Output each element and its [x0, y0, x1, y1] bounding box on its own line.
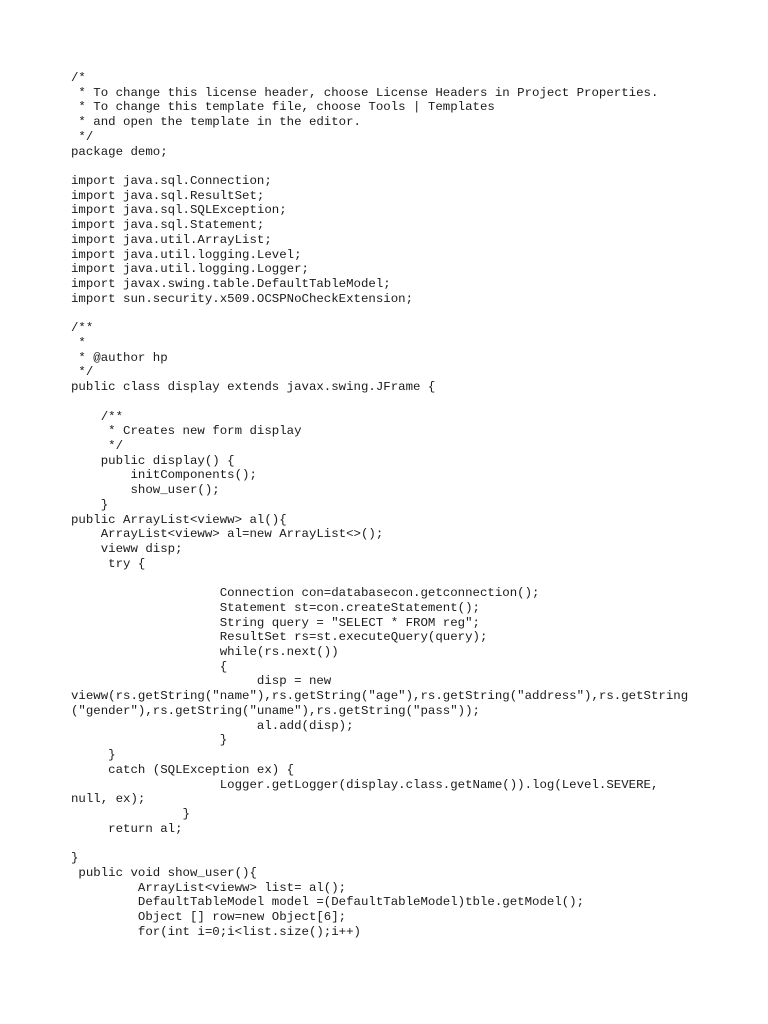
code-line: import java.util.logging.Logger;: [71, 262, 309, 277]
code-line: DefaultTableModel model =(DefaultTableModel)tble.getModel();: [71, 895, 585, 910]
code-line: show_user();: [71, 483, 220, 498]
code-line: public ArrayList<vieww> al(){: [71, 512, 287, 527]
code-line: Object [] row=new Object[6];: [71, 909, 347, 924]
code-line: ("gender"),rs.getString("uname"),rs.getString("pass"));: [71, 703, 480, 718]
code-line: vieww disp;: [71, 542, 183, 556]
code-line: }: [71, 497, 109, 512]
code-line: import java.util.logging.Level;: [71, 247, 302, 262]
code-line: }: [71, 748, 116, 763]
code-line: import java.util.ArrayList;: [71, 232, 272, 247]
code-line: al.add(disp);: [71, 718, 354, 733]
code-line: import java.sql.ResultSet;: [71, 188, 265, 203]
code-line: [71, 395, 688, 410]
code-line: [71, 836, 688, 851]
code-line: import java.sql.SQLException;: [71, 203, 287, 218]
code-line: }: [71, 851, 79, 866]
code-line: *: [71, 335, 86, 350]
code-line: import java.sql.Connection;: [71, 174, 272, 189]
code-line: disp = new: [71, 674, 332, 689]
code-line: import javax.swing.table.DefaultTableModel;: [71, 277, 391, 292]
code-line: */: [71, 438, 124, 453]
code-line: }: [71, 806, 190, 821]
code-line: initComponents();: [71, 468, 257, 483]
code-line: [71, 159, 688, 174]
code-line: Logger.getLogger(display.class.getName()).log(Level.SEVERE,: [71, 777, 659, 792]
code-line: * To change this license header, choose License Headers in Project Properties.: [71, 85, 659, 100]
code-line: [71, 571, 688, 586]
code-line: vieww(rs.getString("name"),rs.getString("age"),rs.getString("address"),rs.getString: [71, 689, 689, 704]
code-line: import java.sql.Statement;: [71, 218, 265, 233]
code-line: public void show_user(){: [71, 865, 257, 880]
code-line: Statement st=con.createStatement();: [71, 600, 480, 615]
code-line: try {: [71, 556, 146, 571]
code-line: /**: [71, 321, 94, 336]
code-line: * Creates new form display: [71, 424, 302, 439]
code-line: null, ex);: [71, 792, 146, 807]
code-line: for(int i=0;i<list.size();i++): [71, 924, 361, 939]
code-line: */: [71, 129, 94, 144]
code-line: ResultSet rs=st.executeQuery(query);: [71, 630, 488, 645]
code-line: import sun.security.x509.OCSPNoCheckExtension;: [71, 291, 414, 306]
code-line: ArrayList<vieww> al=new ArrayList<>();: [71, 527, 384, 542]
code-line: }: [71, 733, 228, 748]
code-line: public display() {: [71, 453, 235, 468]
code-line: Connection con=databasecon.getconnection();: [71, 586, 540, 601]
code-line: {: [71, 659, 228, 674]
code-line: [71, 307, 688, 322]
code-line: * To change this template file, choose Tools | Templates: [71, 100, 495, 115]
code-line: /*: [71, 71, 86, 85]
code-line: ArrayList<vieww> list= al();: [71, 880, 347, 895]
code-line: */: [71, 365, 94, 380]
code-line: catch (SQLException ex) {: [71, 762, 295, 777]
source-code-block: [71, 71, 688, 939]
code-line: while(rs.next()): [71, 645, 339, 660]
code-line: package demo;: [71, 144, 168, 159]
code-line: /**: [71, 409, 124, 424]
code-line: return al;: [71, 821, 183, 836]
code-line: * @author hp: [71, 350, 168, 365]
code-line: * and open the template in the editor.: [71, 115, 361, 130]
code-line: String query = "SELECT * FROM reg";: [71, 615, 480, 630]
code-line: public class display extends javax.swing.JFrame {: [71, 380, 436, 395]
